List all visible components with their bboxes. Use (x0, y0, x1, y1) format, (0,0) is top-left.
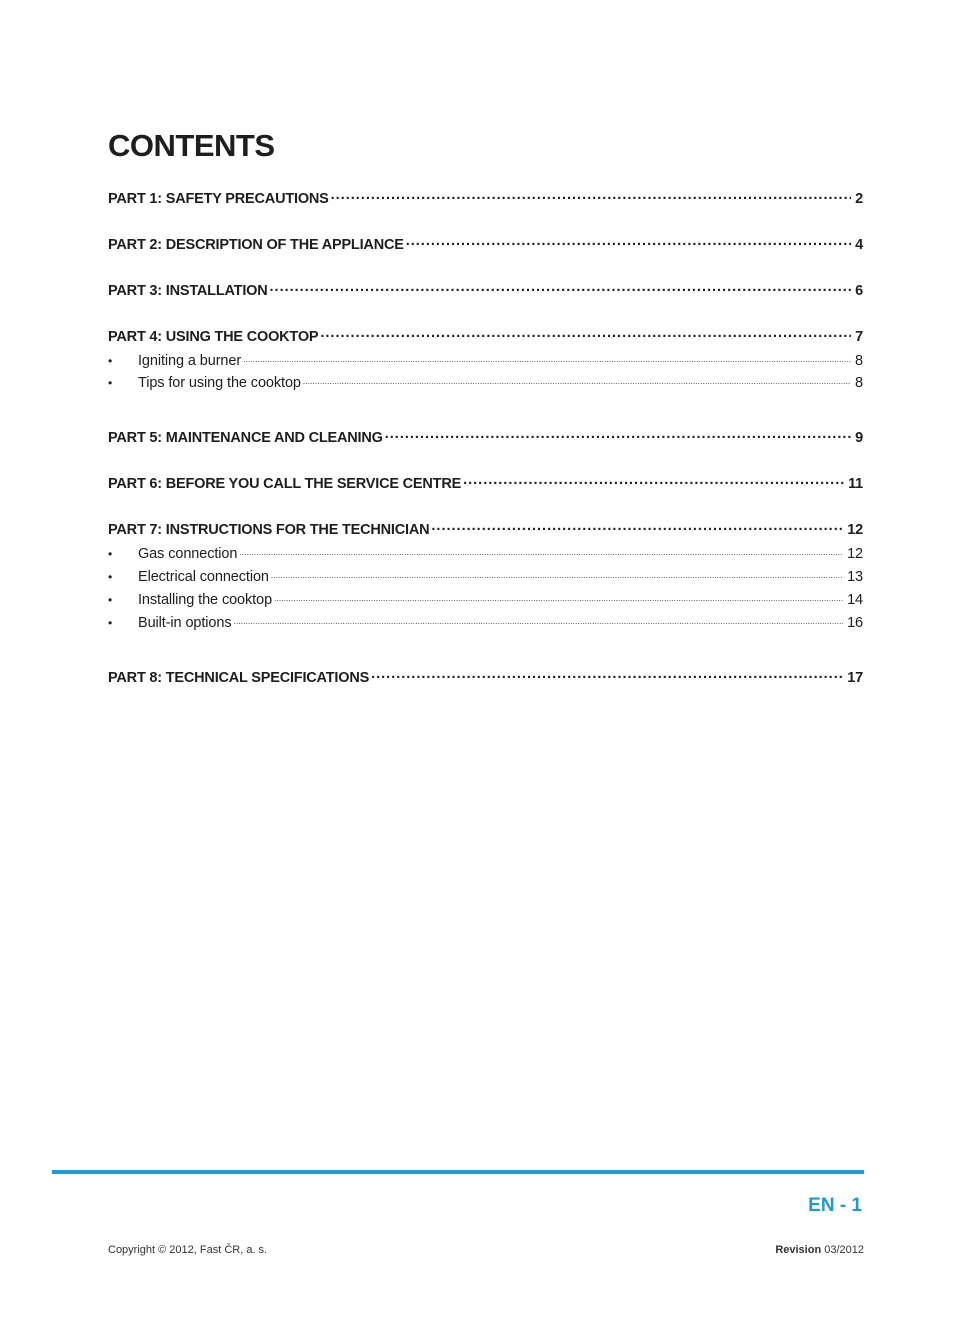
toc-subentry-label: Electrical connection (138, 568, 269, 585)
bullet-icon: • (108, 546, 113, 561)
dot-leader (431, 519, 843, 534)
toc-page-number: 12 (847, 545, 863, 562)
toc-entry-label: PART 1: SAFETY PRECAUTIONS (108, 190, 329, 207)
dot-leader (239, 543, 843, 558)
bullet-icon: • (108, 353, 113, 368)
dot-leader (274, 589, 843, 604)
toc-entry-label: PART 2: DESCRIPTION OF THE APPLIANCE (108, 236, 404, 253)
toc-entry-part-8[interactable] (108, 667, 863, 686)
dot-leader (371, 667, 843, 682)
dot-leader (270, 280, 852, 295)
toc-entry-part-1[interactable] (108, 188, 863, 207)
toc-entry-label: PART 8: TECHNICAL SPECIFICATIONS (108, 669, 370, 686)
page-title: CONTENTS (108, 128, 275, 163)
dot-leader (303, 372, 851, 387)
toc-subentry[interactable] (108, 566, 863, 585)
toc-page-number: 9 (855, 429, 863, 446)
toc-subentry-label: Tips for using the cooktop (138, 374, 301, 391)
toc-entry-label: PART 6: BEFORE YOU CALL THE SERVICE CENTRE (108, 475, 462, 492)
toc-subentry-label: Installing the cooktop (138, 591, 273, 608)
toc-entry-part-5[interactable] (108, 427, 863, 446)
toc-entry-part-3[interactable] (108, 280, 863, 299)
toc-entry-label: PART 5: MAINTENANCE AND CLEANING (108, 429, 383, 446)
toc-page-number: 13 (847, 568, 863, 585)
toc-entry-part-6[interactable] (108, 473, 863, 492)
footer-divider (52, 1170, 864, 1174)
toc-subentry-label: Igniting a burner (138, 352, 242, 369)
toc-subentry[interactable] (108, 543, 863, 562)
dot-leader (463, 473, 844, 488)
toc-subentry[interactable] (108, 372, 863, 391)
dot-leader (243, 350, 851, 365)
revision-info (775, 1244, 864, 1256)
bullet-icon: • (108, 375, 113, 390)
toc-page-number: 16 (847, 614, 863, 631)
toc-entry-label: PART 4: USING THE COOKTOP (108, 328, 319, 345)
bullet-icon: • (108, 569, 113, 584)
copyright-notice: Copyright © 2012, Fast ČR, a. s. (108, 1244, 268, 1256)
bullet-icon: • (108, 592, 113, 607)
toc-page-number: 17 (847, 669, 863, 686)
revision-label: Revision (775, 1244, 822, 1256)
dot-leader (234, 612, 844, 627)
toc-page-number: 14 (847, 591, 863, 608)
toc-subentry[interactable] (108, 589, 863, 608)
toc-entry-label: PART 7: INSTRUCTIONS FOR THE TECHNICIAN (108, 521, 430, 538)
toc-page-number: 8 (855, 352, 863, 369)
table-of-contents (108, 0, 863, 720)
toc-entry-part-2[interactable] (108, 234, 863, 253)
toc-page-number: 4 (855, 236, 863, 253)
dot-leader (320, 326, 851, 341)
toc-page-number: 7 (855, 328, 863, 345)
toc-page-number: 6 (855, 282, 863, 299)
toc-subentry[interactable] (108, 612, 863, 631)
toc-page-number: 12 (847, 521, 863, 538)
toc-page-number: 8 (855, 374, 863, 391)
bullet-icon: • (108, 615, 113, 630)
toc-entry-part-7[interactable] (108, 519, 863, 538)
toc-subentry-label: Gas connection (138, 545, 238, 562)
dot-leader (406, 234, 851, 249)
dot-leader (271, 566, 843, 581)
dot-leader (385, 427, 851, 442)
toc-entry-label: PART 3: INSTALLATION (108, 282, 268, 299)
revision-value: 03/2012 (821, 1244, 864, 1256)
dot-leader (331, 188, 851, 203)
toc-subentry-label: Built-in options (138, 614, 232, 631)
toc-page-number: 2 (855, 190, 863, 207)
page-number-badge: EN - 1 (808, 1195, 862, 1216)
toc-page-number: 11 (848, 475, 863, 492)
toc-entry-part-4[interactable] (108, 326, 863, 345)
toc-subentry[interactable] (108, 350, 863, 369)
